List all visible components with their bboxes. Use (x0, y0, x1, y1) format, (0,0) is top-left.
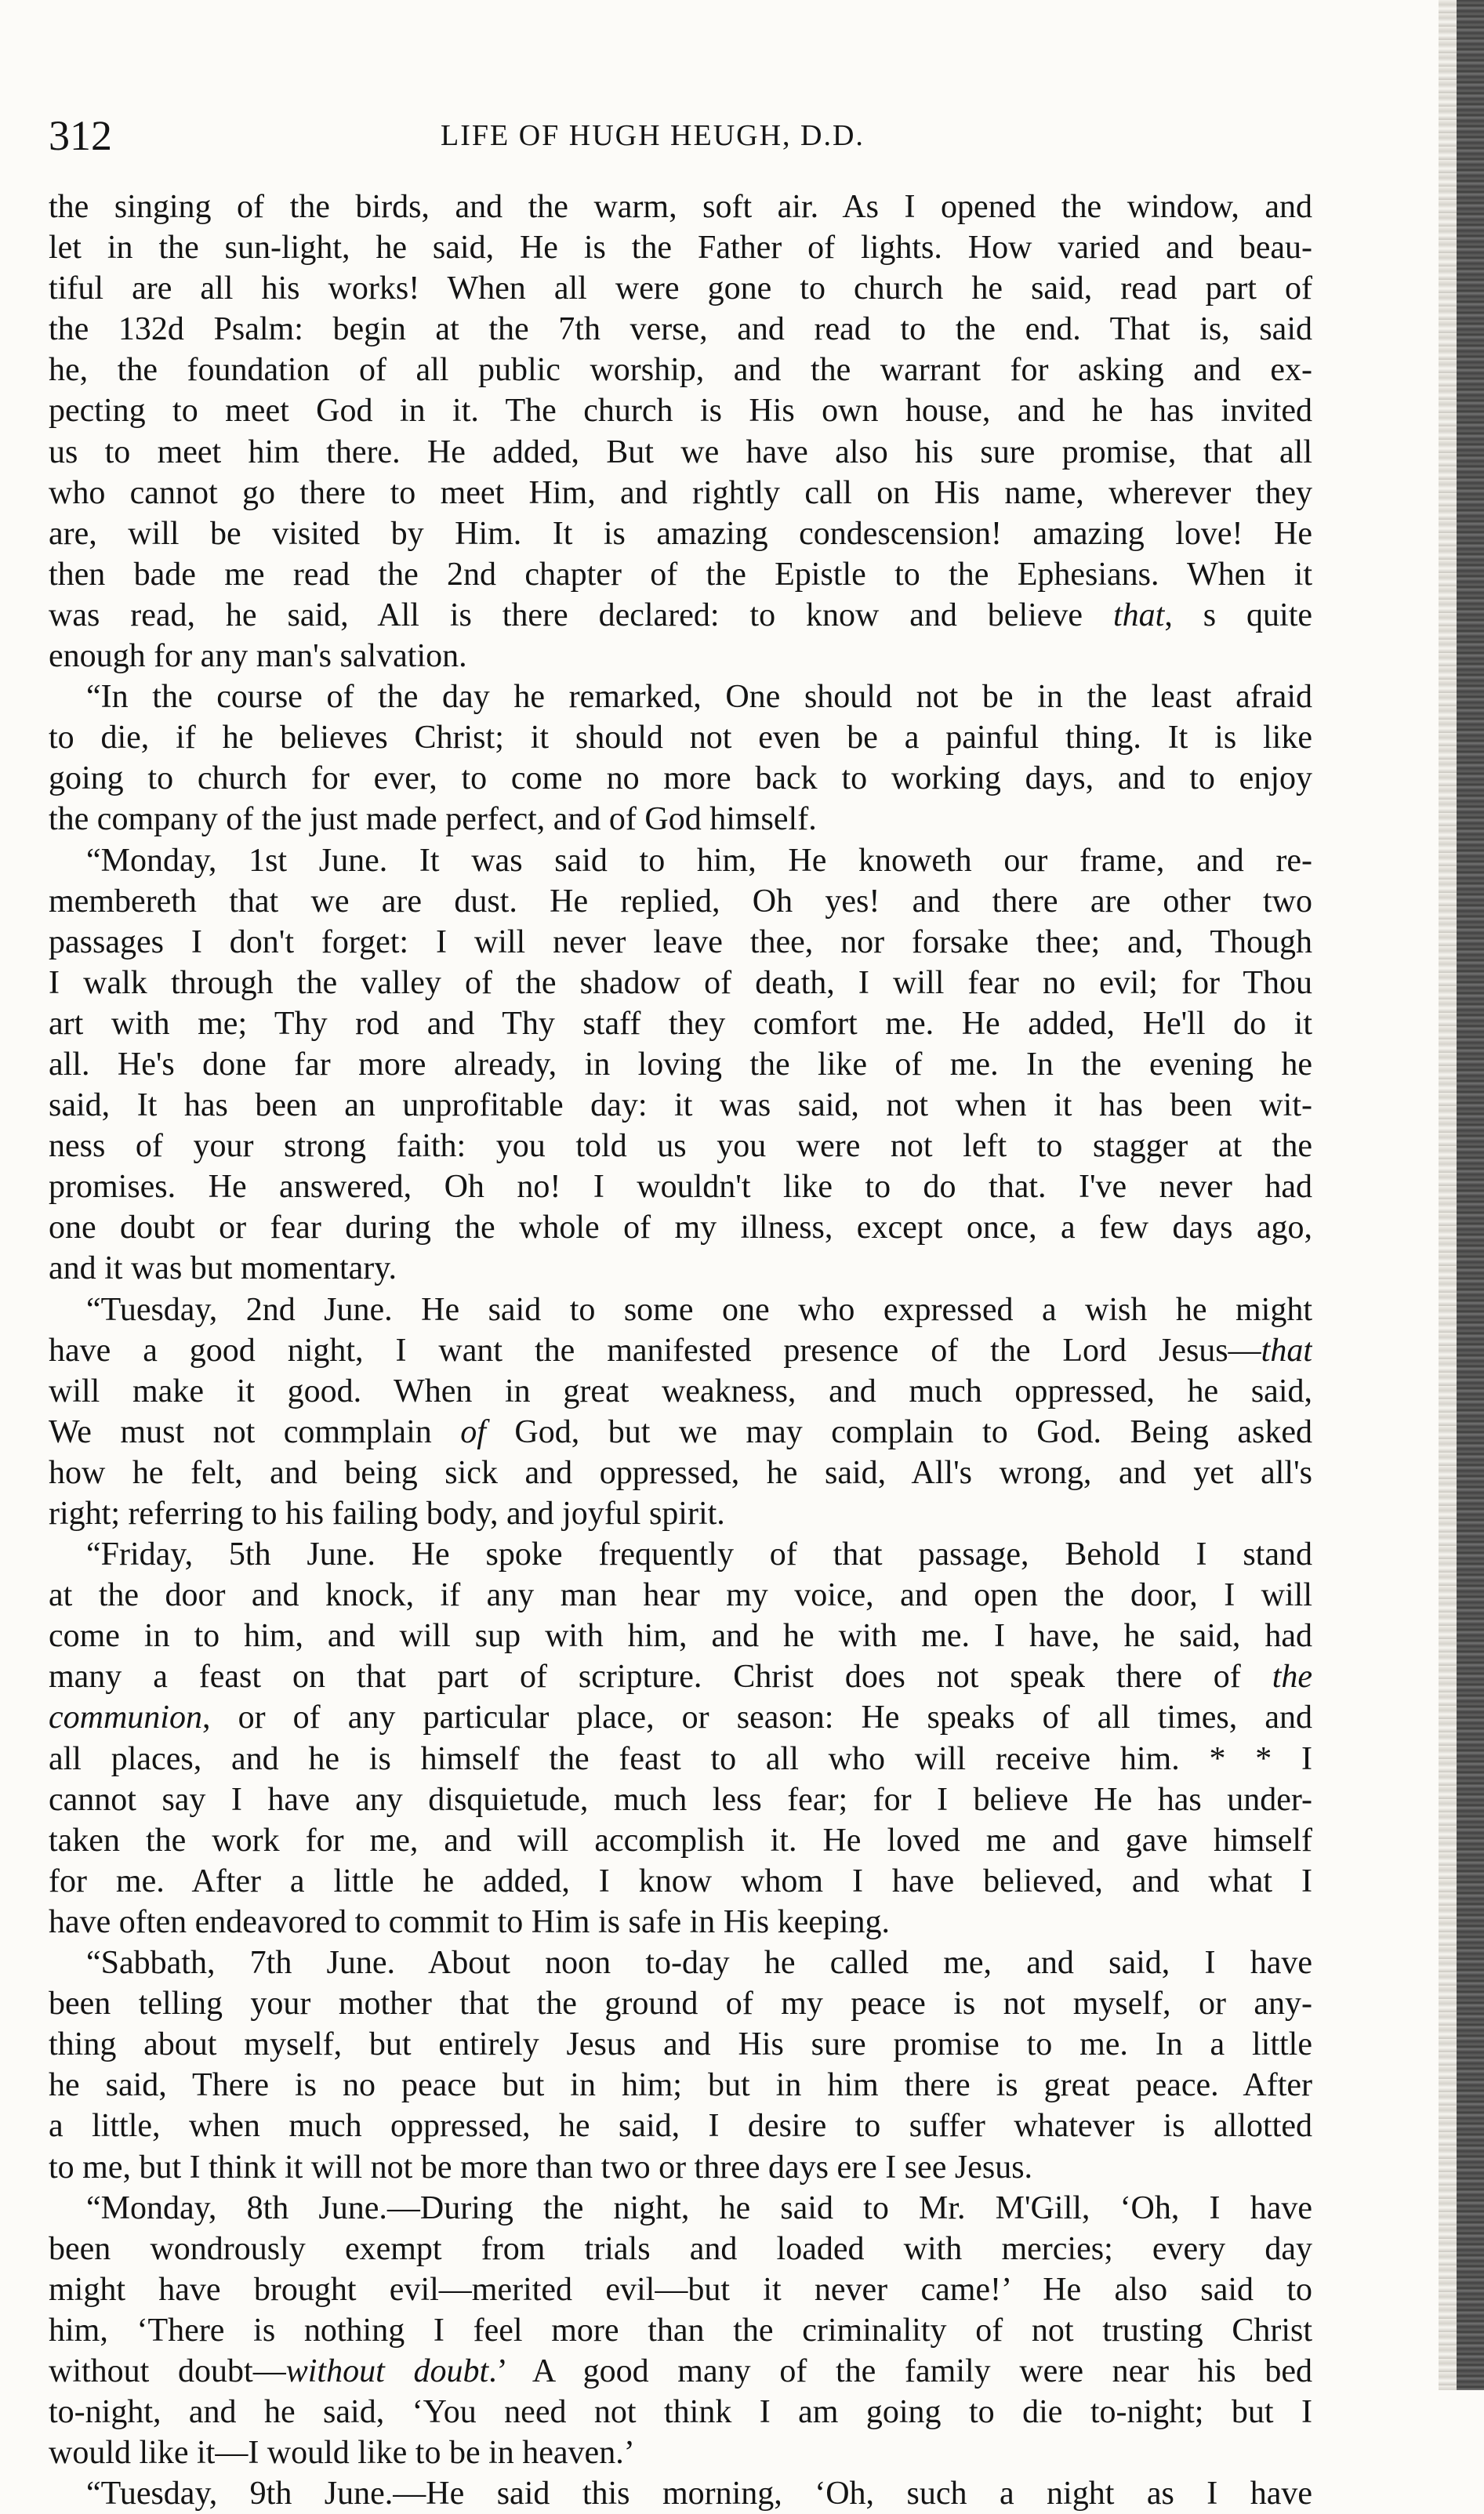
text-line: taken the work for me, and will accomplish it. He loved me and gave himself (49, 1822, 1312, 1859)
text-line: us to meet him there. He added, But we have also his sure promise, that all (49, 434, 1312, 470)
text-line: cannot say I have any disquietude, much less fear; for I believe He has under- (49, 1781, 1312, 1818)
text-line: he, the foundation of all public worship, and the warrant for asking and ex- (49, 352, 1312, 389)
text-line: communion, or of any particular place, or season: He speaks of all times, and (49, 1700, 1312, 1736)
scan-edge-shadow (1439, 0, 1457, 2390)
text-line: tiful are all his works! When all were gone to church he said, read part of (49, 270, 1312, 307)
text-line: one doubt or fear during the whole of my illness, except once, a few days ago, (49, 1210, 1312, 1246)
text-line: to die, if he believes Christ; it should not even be a painful thing. It is like (49, 720, 1312, 756)
text-line: been wondrously exempt from trials and loaded with mercies; every day (49, 2230, 1312, 2267)
scan-binding-edge (1457, 0, 1484, 2390)
text-line: at the door and knock, if any man hear my voice, and open the door, I will (49, 1577, 1312, 1614)
text-line: passages I don't forget: I will never leave thee, nor forsake thee; and, Though (49, 923, 1312, 960)
text-line: “Monday, 8th June.—During the night, he said to Mr. M'Gill, ‘Oh, I have (86, 2189, 1312, 2226)
text-line: membereth that we are dust. He replied, Oh yes! and there are other two (49, 883, 1312, 920)
text-line: a little, when much oppressed, he said, I desire to suffer whatever is allotted (49, 2108, 1312, 2145)
text-line: let in the sun-light, he said, He is the Father of lights. How varied and beau- (49, 230, 1312, 267)
text-line: pecting to meet God in it. The church is His own house, and he has invited (49, 393, 1312, 430)
text-line: been telling your mother that the ground of my peace is not myself, or any- (49, 1986, 1312, 2022)
text-line: have a good night, I want the manifested presence of the Lord Jesus—that (49, 1332, 1312, 1369)
text-line: have often endeavored to commit to Him is safe in His keeping. (49, 1903, 891, 1940)
italic-emphasis: communion (49, 1700, 202, 1736)
text-line: will make it good. When in great weakness, and much oppressed, he said, (49, 1373, 1312, 1409)
text-line: “Friday, 5th June. He spoke frequently of that passage, Behold I stand (86, 1536, 1312, 1573)
body-text (49, 187, 1312, 2514)
text-line: “Sabbath, 7th June. About noon to-day he called me, and said, I have (86, 1945, 1312, 1982)
text-line: “Monday, 1st June. It was said to him, He knoweth our frame, and re- (86, 842, 1312, 879)
text-line: thing about myself, but entirely Jesus and His sure promise to me. In a little (49, 2026, 1312, 2063)
text-line: all. He's done far more already, in loving the like of me. In the evening he (49, 1046, 1312, 1083)
text-line: and it was but momentary. (49, 1250, 397, 1287)
text-line: he said, There is no peace but in him; but in him there is great peace. After (49, 2067, 1312, 2104)
text-line: without doubt—without doubt.’ A good many of the family were near his bed (49, 2353, 1312, 2389)
italic-emphasis: that (1113, 597, 1165, 633)
text-line: going to church for ever, to come no more back to working days, and to enjoy (49, 760, 1312, 797)
text-line: would like it—I would like to be in heaven.’ (49, 2435, 635, 2472)
text-line: then bade me read the 2nd chapter of the Epistle to the Ephesians. When it (49, 556, 1312, 593)
text-line: to me, but I think it will not be more than two or three days ere I see Jesus. (49, 2149, 1033, 2186)
text-line: “Tuesday, 9th June.—He said this morning, ‘Oh, such a night as I have (86, 2476, 1312, 2512)
text-line: all places, and he is himself the feast to all who will receive him. * * I (49, 1740, 1312, 1777)
text-line: are, will be visited by Him. It is amazing condescension! amazing love! He (49, 515, 1312, 552)
text-line: ness of your strong faith: you told us you were not left to stagger at the (49, 1128, 1312, 1165)
text-line: many a feast on that part of scripture. Christ does not speak there of the (49, 1659, 1312, 1696)
text-line: might have brought evil—merited evil—but it never came!’ He also said to (49, 2271, 1312, 2308)
text-line: I walk through the valley of the shadow of death, I will fear no evil; for Thou (49, 964, 1312, 1001)
text-line: “In the course of the day he remarked, One should not be in the least afraid (86, 679, 1312, 716)
text-line: was read, he said, All is there declared: to know and believe that, s quite (49, 597, 1312, 633)
text-line: to-night, and he said, ‘You need not think I am going to die to-night; but I (49, 2394, 1312, 2431)
page-number: 312 (49, 112, 112, 159)
text-line: the 132d Psalm: begin at the 7th verse, and read to the end. That is, said (49, 311, 1312, 348)
text-line: We must not commplain of God, but we may complain to God. Being asked (49, 1413, 1312, 1450)
text-line: the company of the just made perfect, and of God himself. (49, 801, 817, 838)
text-line: “Tuesday, 2nd June. He said to some one who expressed a wish he might (86, 1291, 1312, 1328)
text-line: art with me; Thy rod and Thy staff they comfort me. He added, He'll do it (49, 1005, 1312, 1042)
page-header (49, 108, 1303, 163)
text-line: come in to him, and will sup with him, and he with me. I have, he said, had (49, 1618, 1312, 1655)
text-line: the singing of the birds, and the warm, soft air. As I opened the window, and (49, 189, 1312, 225)
italic-emphasis: that (1261, 1332, 1312, 1369)
text-line: how he felt, and being sick and oppressed, he said, All's wrong, and yet all's (49, 1454, 1312, 1491)
text-line: him, ‘There is nothing I feel more than the criminality of not trusting Christ (49, 2312, 1312, 2349)
text-line: right; referring to his failing body, and joyful spirit. (49, 1496, 725, 1532)
italic-emphasis: the (1272, 1659, 1312, 1696)
italic-emphasis: without doubt (285, 2353, 489, 2389)
running-head: LIFE OF HUGH HEUGH, D.D. (441, 119, 865, 152)
italic-emphasis: of (460, 1413, 486, 1450)
text-line: promises. He answered, Oh no! I wouldn't like to do that. I've never had (49, 1169, 1312, 1206)
text-line: for me. After a little he added, I know whom I have believed, and what I (49, 1863, 1312, 1899)
text-line: who cannot go there to meet Him, and rightly call on His name, wherever they (49, 474, 1312, 511)
text-line: enough for any man's salvation. (49, 638, 467, 675)
text-line: said, It has been an unprofitable day: it was said, not when it has been wit- (49, 1087, 1312, 1124)
